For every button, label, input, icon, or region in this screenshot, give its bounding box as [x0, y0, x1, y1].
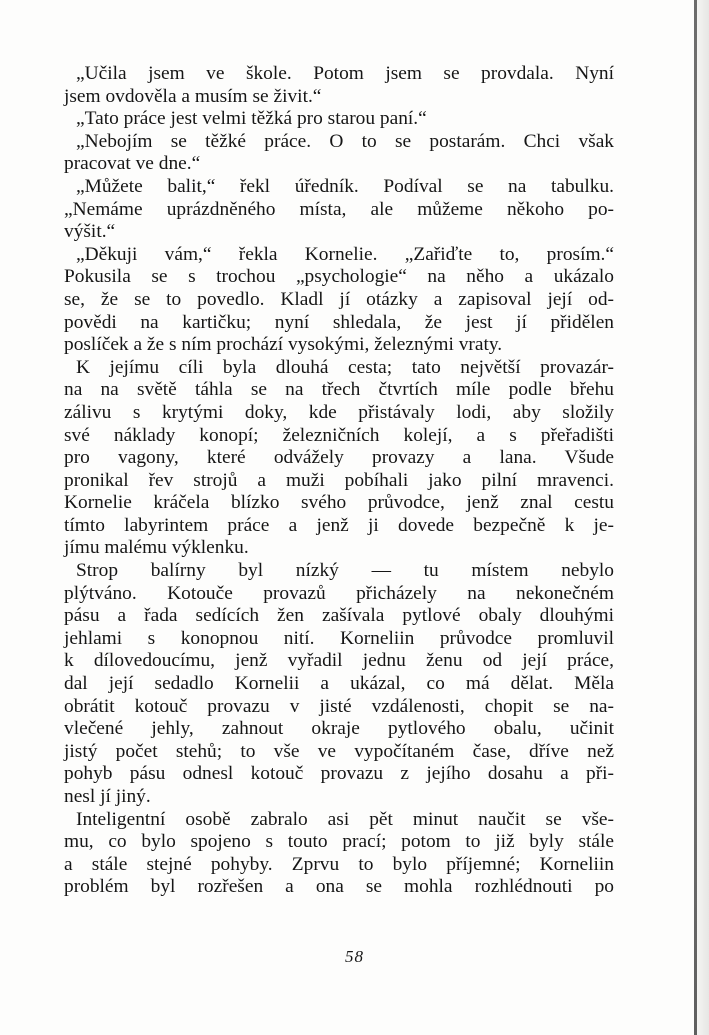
text-line: své náklady konopí; železničních kolejí, a s přeřadišti	[64, 424, 614, 446]
text-line: Kornelie kráčela blízko svého průvodce, jenž znal cestu	[64, 492, 614, 514]
text-line: plýtváno. Kotouče provazů přicházely na nekonečném	[64, 582, 614, 604]
text-line: „Děkuji vám,“ řekla Kornelie. „Zařiďte to, prosím.“	[76, 243, 614, 265]
text-line: povědi na kartičku; nyní shledala, že jest jí přidělen	[64, 311, 614, 333]
text-line: K jejímu cíli byla dlouhá cesta; tato největší provazár-	[76, 356, 614, 378]
text-line: problém byl rozřešen a ona se mohla rozhlédnouti po	[64, 876, 614, 898]
text-line: jsem ovdověla a musím se živit.“	[64, 85, 322, 107]
text-line: mu, co bylo spojeno s touto prací; potom to již byly stále	[64, 831, 614, 853]
text-line: zálivu s krytými doky, kde přistávaly lodi, aby složily	[64, 401, 614, 423]
text-line: a stále stejné pohyby. Zprvu to bylo příjemné; Korneliin	[64, 853, 614, 875]
text-line: jistý počet stehů; to vše ve vypočítaném čase, dříve než	[64, 740, 614, 762]
text-line: „Nebojím se těžké práce. O to se postarám. Chci však	[76, 130, 614, 152]
text-line: vlečené jehly, zahnout okraje pytlového obalu, učinit	[64, 718, 614, 740]
text-line: „Nemáme uprázdněného místa, ale můžeme někoho po-	[64, 198, 614, 220]
text-line: obrátit kotouč provazu v jisté vzdálenosti, chopit se na-	[64, 695, 614, 717]
text-line: Inteligentní osobě zabralo asi pět minut naučit se vše-	[76, 808, 614, 830]
text-line: dal její sedadlo Kornelii a ukázal, co má dělat. Měla	[64, 673, 614, 695]
page-binding-edge	[694, 0, 697, 1035]
text-line: jímu malému výklenku.	[64, 537, 249, 559]
text-line: Strop balírny byl nízký — tu místem nebylo	[76, 560, 614, 582]
text-line: Pokusila se s trochou „psychologie“ na něho a ukázalo	[64, 266, 614, 288]
text-line: se, že se to povedlo. Kladl jí otázky a zapisoval její od-	[64, 288, 614, 310]
text-line: výšit.“	[64, 221, 116, 243]
text-line: „Učila jsem ve škole. Potom jsem se provdala. Nyní	[76, 63, 614, 84]
text-line: pásu a řada sedících žen zašívala pytlové obaly dlouhými	[64, 605, 614, 627]
text-line: jehlami s konopnou nití. Korneliin průvodce promluvil	[64, 627, 614, 649]
text-line: „Můžete balit,“ řekl úředník. Podíval se na tabulku.	[76, 175, 614, 197]
text-line: poslíček a že s ním prochází vysokými, železnými vraty.	[64, 334, 503, 356]
body-text	[64, 63, 614, 899]
text-line: nesl jí jiný.	[64, 786, 151, 807]
page-number: 58	[345, 947, 364, 966]
text-line: pracovat ve dne.“	[64, 153, 201, 175]
text-line: na na světě táhla se na třech čtvrtích míle podle břehu	[64, 379, 614, 401]
text-line: pro vagony, které odvážely provazy a lana. Všude	[64, 447, 614, 469]
text-line: tímto labyrintem práce a jenž ji dovede bezpečně k je-	[64, 514, 614, 536]
text-line: pronikal řev strojů a muži pobíhali jako pilní mravenci.	[64, 469, 614, 491]
text-line: pohyb pásu odnesl kotouč provazu z jejího dosahu a při-	[64, 763, 614, 785]
text-line: „Tato práce jest velmi těžká pro starou paní.“	[76, 108, 427, 130]
text-line: k dílovedoucímu, jenž vyřadil jednu ženu od její práce,	[64, 650, 614, 672]
page-binding-shadow	[697, 0, 709, 1035]
